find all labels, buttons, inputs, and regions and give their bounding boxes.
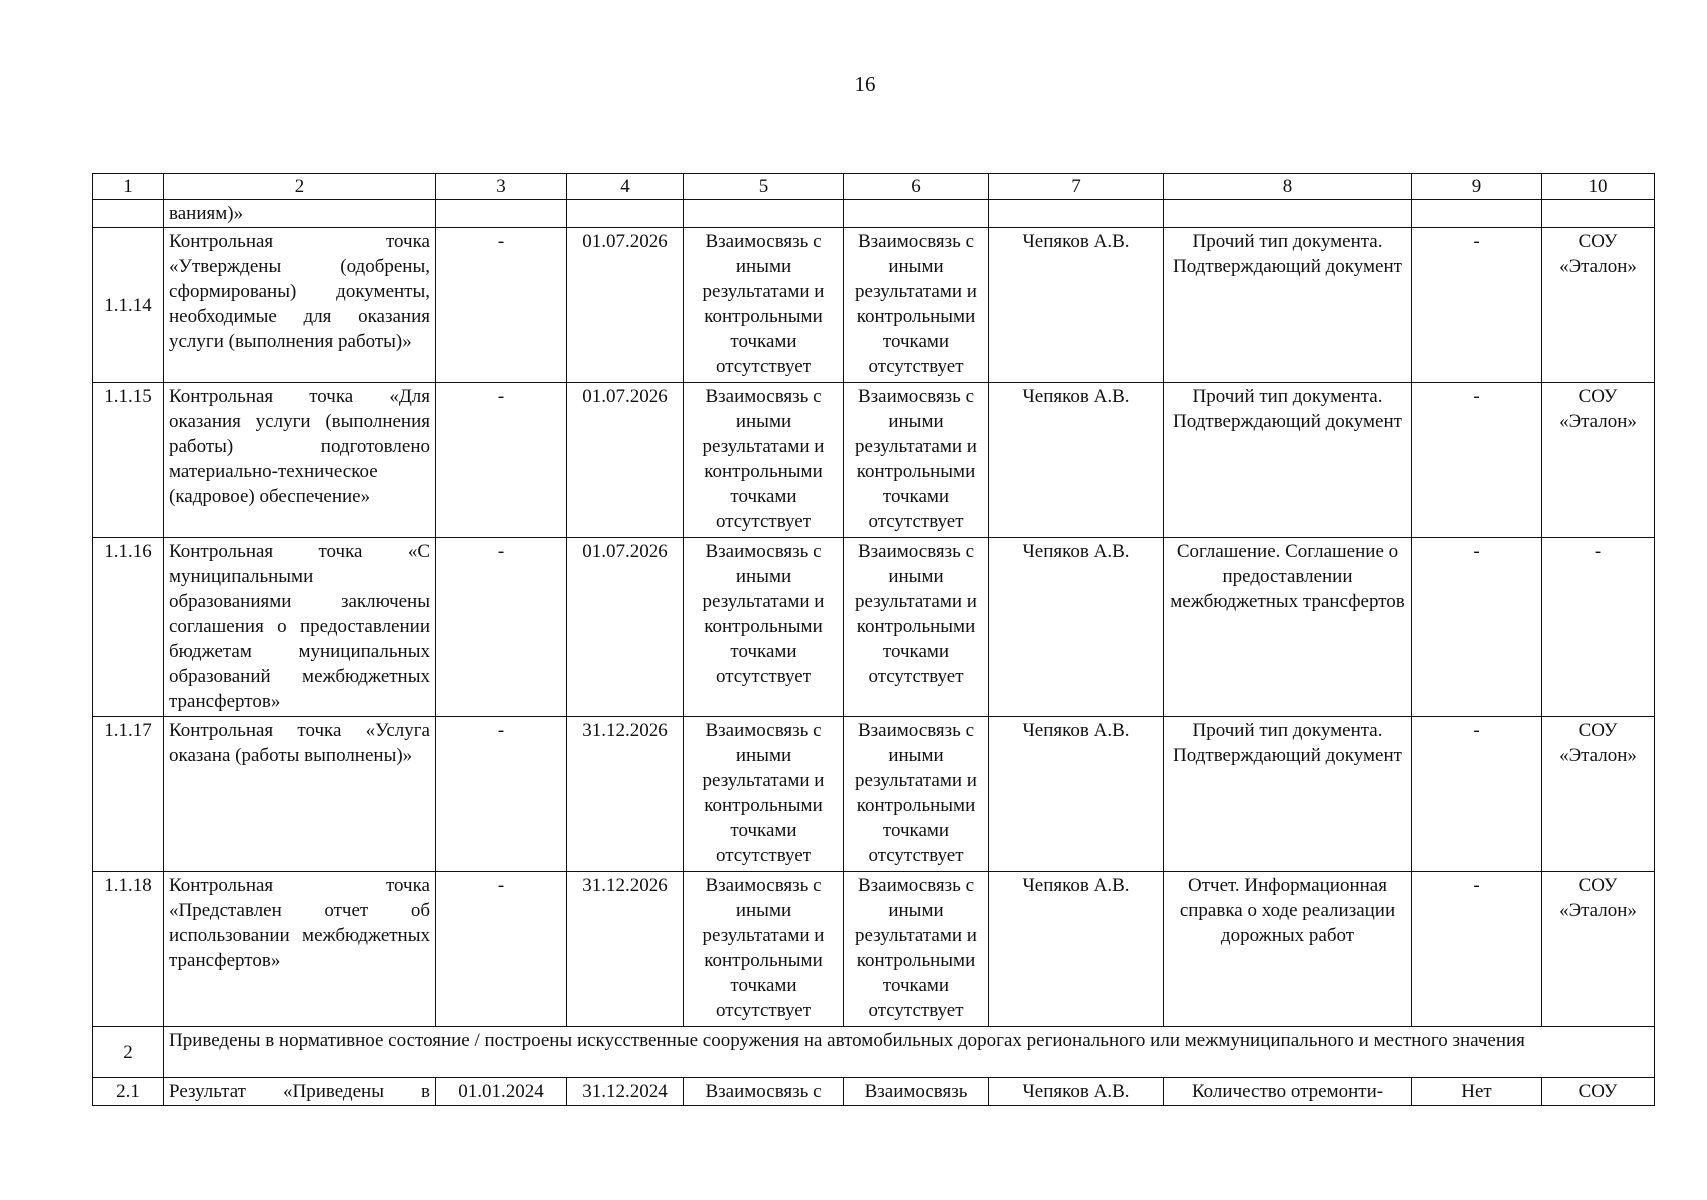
header-cell: 2 (164, 174, 436, 200)
column-9-value: - (1412, 872, 1542, 1027)
end-date: 01.07.2026 (567, 538, 684, 717)
table-row (93, 1078, 1655, 1106)
row-number: 1.1.17 (93, 717, 164, 872)
header-cell: 8 (1164, 174, 1412, 200)
header-cell: 3 (436, 174, 567, 200)
header-cell: 1 (93, 174, 164, 200)
previous-link: Взаимосвязь с иными результатами и контрольными точками отсутствует (684, 538, 844, 717)
start-date: - (436, 717, 567, 872)
table-row (93, 538, 1655, 717)
page-number: 16 (854, 72, 876, 96)
start-date: - (436, 383, 567, 538)
end-date: 31.12.2026 (567, 872, 684, 1027)
responsible: Чепяков А.В. (989, 538, 1164, 717)
table-row (93, 717, 1655, 872)
next-link: Взаимосвязь (844, 1078, 989, 1106)
column-9-value: - (1412, 228, 1542, 383)
document-type: Прочий тип документа. Подтверждающий документ (1164, 383, 1412, 538)
table-row (93, 383, 1655, 538)
end-date: 31.12.2024 (567, 1078, 684, 1106)
responsible: Чепяков А.В. (989, 383, 1164, 538)
info-system: - (1542, 538, 1655, 717)
end-date: 01.07.2026 (567, 228, 684, 383)
next-link: Взаимосвязь с иными результатами и контрольными точками отсутствует (844, 872, 989, 1027)
responsible: Чепяков А.В. (989, 872, 1164, 1027)
control-point-name: Контрольная точка «Представлен отчет об использовании межбюджетных трансфертов» (164, 872, 436, 1027)
continuation-text: ваниям)» (164, 200, 436, 228)
previous-link: Взаимосвязь с иными результатами и контрольными точками отсутствует (684, 872, 844, 1027)
control-points-table (92, 173, 1655, 1106)
next-link: Взаимосвязь с иными результатами и контрольными точками отсутствует (844, 717, 989, 872)
section-row (93, 1027, 1655, 1078)
info-system: СОУ «Эталон» (1542, 872, 1655, 1027)
control-point-name: Контрольная точка «Услуга оказана (работы выполнены)» (164, 717, 436, 872)
start-date: - (436, 872, 567, 1027)
start-date: - (436, 538, 567, 717)
end-date: 01.07.2026 (567, 383, 684, 538)
header-cell: 7 (989, 174, 1164, 200)
column-number-header (93, 174, 1655, 200)
document-type: Соглашение. Соглашение о предоставлении межбюджетных трансфертов (1164, 538, 1412, 717)
start-date: - (436, 228, 567, 383)
previous-link: Взаимосвязь с (684, 1078, 844, 1106)
control-point-name: Контрольная точка «Утверждены (одобрены, сформированы) документы, необходимые для оказания услуги (выполнения работы)» (164, 228, 436, 383)
column-9-value: - (1412, 538, 1542, 717)
header-cell: 10 (1542, 174, 1655, 200)
previous-link: Взаимосвязь с иными результатами и контрольными точками отсутствует (684, 717, 844, 872)
section-title: Приведены в нормативное состояние / построены искусственные сооружения на автомобильных дорогах регионального или межмуниципального и местного значения (164, 1027, 1655, 1078)
next-link: Взаимосвязь с иными результатами и контрольными точками отсутствует (844, 538, 989, 717)
responsible: Чепяков А.В. (989, 1078, 1164, 1106)
header-cell: 5 (684, 174, 844, 200)
responsible: Чепяков А.В. (989, 717, 1164, 872)
table-row (93, 228, 1655, 383)
row-number: 1.1.15 (93, 383, 164, 538)
previous-link: Взаимосвязь с иными результатами и контрольными точками отсутствует (684, 228, 844, 383)
previous-link: Взаимосвязь с иными результатами и контрольными точками отсутствует (684, 383, 844, 538)
column-9-value: - (1412, 383, 1542, 538)
info-system: СОУ (1542, 1078, 1655, 1106)
row-number: 1.1.18 (93, 872, 164, 1027)
header-cell: 9 (1412, 174, 1542, 200)
info-system: СОУ «Эталон» (1542, 717, 1655, 872)
column-9-value: Нет (1412, 1078, 1542, 1106)
document-type: Количество отремонти- (1164, 1078, 1412, 1106)
row-number: 2.1 (93, 1078, 164, 1106)
end-date: 31.12.2026 (567, 717, 684, 872)
info-system: СОУ «Эталон» (1542, 228, 1655, 383)
row-number: 1.1.14 (93, 228, 164, 383)
control-point-name: Контрольная точка «С муниципальными образованиями заключены соглашения о предоставлении бюджетам муниципальных образований межбюджетных трансфертов» (164, 538, 436, 717)
section-number: 2 (93, 1027, 164, 1078)
table-row (93, 872, 1655, 1027)
control-point-name: Контрольная точка «Для оказания услуги (выполнения работы) подготовлено материально-техническое (кадровое) обеспечение» (164, 383, 436, 538)
info-system: СОУ «Эталон» (1542, 383, 1655, 538)
header-cell: 6 (844, 174, 989, 200)
row-number: 1.1.16 (93, 538, 164, 717)
column-9-value: - (1412, 717, 1542, 872)
header-cell: 4 (567, 174, 684, 200)
document-type: Отчет. Информационная справка о ходе реализации дорожных работ (1164, 872, 1412, 1027)
document-type: Прочий тип документа. Подтверждающий документ (1164, 228, 1412, 383)
start-date: 01.01.2024 (436, 1078, 567, 1106)
next-link: Взаимосвязь с иными результатами и контрольными точками отсутствует (844, 228, 989, 383)
continuation-row (93, 200, 1655, 228)
next-link: Взаимосвязь с иными результатами и контрольными точками отсутствует (844, 383, 989, 538)
responsible: Чепяков А.В. (989, 228, 1164, 383)
document-type: Прочий тип документа. Подтверждающий документ (1164, 717, 1412, 872)
result-name: Результат «Приведены в (164, 1078, 436, 1106)
